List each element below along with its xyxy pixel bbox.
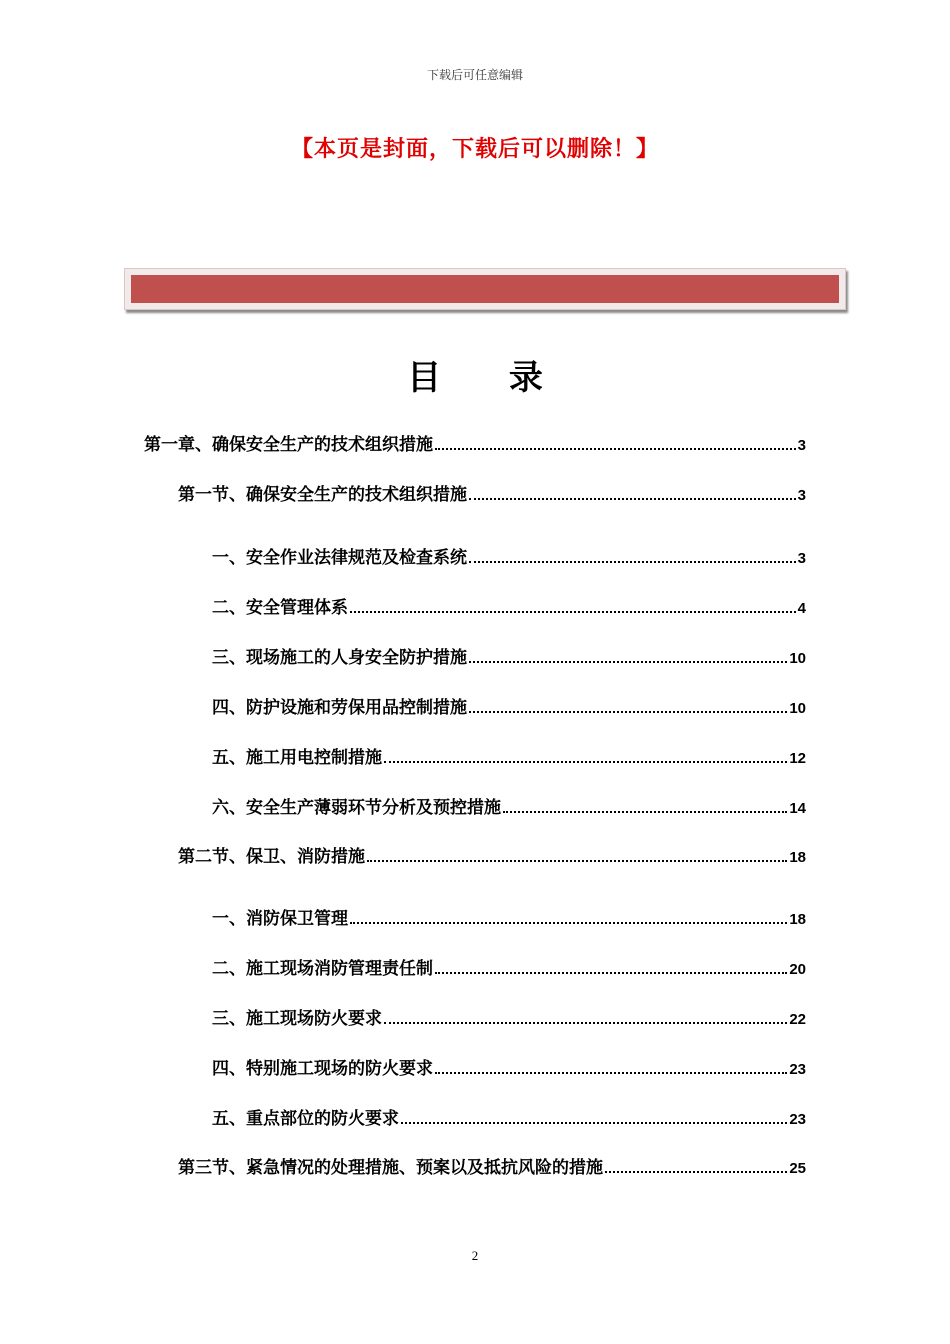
toc-dot-leader [469, 710, 787, 713]
toc-dot-leader [503, 810, 787, 813]
toc-entry[interactable] [212, 1107, 806, 1131]
toc-entry-page: 20 [789, 961, 806, 978]
toc-entry-label: 四、防护设施和劳保用品控制措施 [212, 698, 467, 718]
toc-entry-label: 二、施工现场消防管理责任制 [212, 959, 433, 979]
toc-entry-page: 22 [789, 1011, 806, 1028]
toc-entry[interactable] [212, 1007, 806, 1031]
toc-entry-label: 第三节、紧急情况的处理措施、预案以及抵抗风险的措施 [178, 1158, 603, 1178]
header-note: 下载后可任意编辑 [426, 68, 523, 82]
toc-entry-page: 23 [789, 1111, 806, 1128]
toc-entry-page: 3 [797, 550, 806, 567]
toc-entry-page: 3 [797, 487, 806, 504]
toc-entry-page: 23 [789, 1061, 806, 1078]
toc-entry-label: 四、特别施工现场的防火要求 [212, 1059, 433, 1079]
toc-dot-leader [401, 1121, 787, 1124]
toc-entry-page: 12 [789, 750, 806, 767]
banner-fill [131, 275, 839, 303]
toc-dot-leader [435, 971, 787, 974]
cover-removal-notice: 【本页是封面，下载后可以删除！】 [290, 137, 659, 162]
toc-entry-label: 第一章、确保安全生产的技术组织措施 [144, 435, 433, 455]
toc-dot-leader [435, 447, 796, 450]
toc-entry[interactable] [212, 957, 806, 981]
toc-entry-label: 第二节、保卫、消防措施 [178, 847, 365, 867]
toc-entry-page: 3 [797, 437, 806, 454]
toc-entry[interactable] [212, 546, 806, 570]
toc-entry-label: 五、施工用电控制措施 [212, 748, 382, 768]
toc-entry-label: 第一节、确保安全生产的技术组织措施 [178, 485, 467, 505]
toc-dot-leader [605, 1170, 787, 1173]
toc-entry[interactable] [178, 845, 806, 869]
toc-entry-page: 10 [789, 650, 806, 667]
toc-entry-page: 18 [789, 849, 806, 866]
toc-entry[interactable] [212, 746, 806, 770]
toc-entry[interactable] [178, 1156, 806, 1180]
decorative-banner [124, 268, 846, 310]
toc-entry[interactable] [212, 1057, 806, 1081]
toc-dot-leader [350, 921, 787, 924]
toc-entry-label: 一、安全作业法律规范及检查系统 [212, 548, 467, 568]
page-number: 2 [471, 1248, 479, 1263]
toc-dot-leader [469, 560, 796, 563]
toc-dot-leader [435, 1071, 787, 1074]
toc-entry[interactable] [212, 796, 806, 820]
toc-entry-label: 五、重点部位的防火要求 [212, 1109, 399, 1129]
toc-entry-page: 18 [789, 911, 806, 928]
toc-entry[interactable] [178, 483, 806, 507]
toc-entry[interactable] [212, 646, 806, 670]
toc-dot-leader [469, 497, 796, 500]
toc-entry[interactable] [212, 596, 806, 620]
toc-dot-leader [469, 660, 787, 663]
toc-entry-label: 一、消防保卫管理 [212, 909, 348, 929]
toc-entry-page: 25 [789, 1160, 806, 1177]
toc-dot-leader [384, 760, 787, 763]
toc-entry-page: 4 [797, 600, 806, 617]
toc-entry-label: 六、安全生产薄弱环节分析及预控措施 [212, 798, 501, 818]
toc-entry-label: 三、施工现场防火要求 [212, 1009, 382, 1029]
toc-entry-label: 三、现场施工的人身安全防护措施 [212, 648, 467, 668]
toc-entry[interactable] [144, 433, 806, 457]
toc-entry-label: 二、安全管理体系 [212, 598, 348, 618]
toc-entry[interactable] [212, 696, 806, 720]
toc-dot-leader [350, 610, 796, 613]
toc-entry-page: 10 [789, 700, 806, 717]
toc-entry-page: 14 [789, 800, 806, 817]
toc-dot-leader [367, 859, 787, 862]
toc-entry[interactable] [212, 907, 806, 931]
toc-dot-leader [384, 1021, 787, 1024]
toc-title: 目 录 [407, 358, 571, 398]
